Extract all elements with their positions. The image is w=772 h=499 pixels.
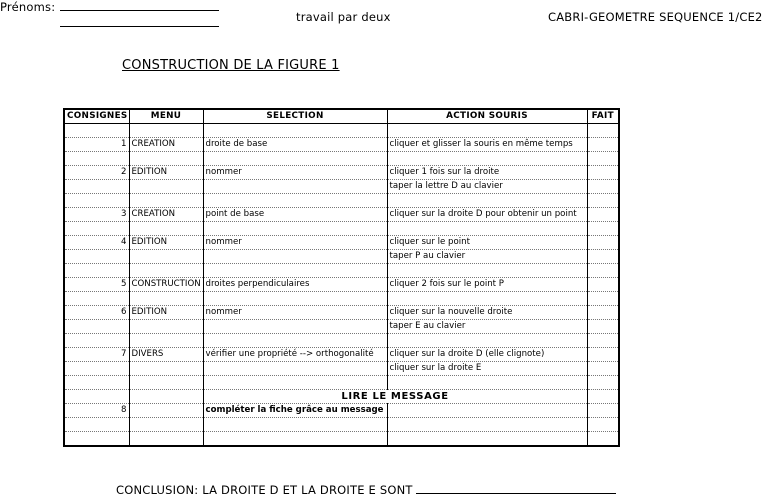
menu-cell: CREATION	[129, 138, 203, 152]
conclusion-answer-line	[416, 493, 616, 494]
selection-cell	[203, 292, 387, 306]
fait-cell	[587, 180, 619, 194]
menu-cell	[129, 250, 203, 264]
table-row	[64, 138, 619, 152]
action-cell: taper la lettre D au clavier	[387, 180, 587, 194]
consigne-number: 4	[64, 236, 129, 250]
menu-cell: DIVERS	[129, 348, 203, 362]
sequence-label: CABRI-GEOMETRE SEQUENCE 1/CE2	[548, 10, 763, 24]
fait-cell	[587, 432, 619, 447]
consigne-number: 1	[64, 138, 129, 152]
prenoms-line-1	[60, 10, 219, 11]
menu-cell	[129, 152, 203, 166]
selection-cell: nommer	[203, 166, 387, 180]
menu-cell	[129, 418, 203, 432]
action-cell	[387, 222, 587, 236]
action-cell: taper E au clavier	[387, 320, 587, 334]
table-row	[64, 292, 619, 306]
menu-cell: EDITION	[129, 166, 203, 180]
table-row	[64, 194, 619, 208]
menu-cell	[129, 390, 203, 404]
action-cell	[387, 418, 587, 432]
fait-cell	[587, 138, 619, 152]
fait-cell	[587, 250, 619, 264]
menu-cell	[129, 362, 203, 376]
menu-cell	[129, 334, 203, 348]
fait-cell	[587, 124, 619, 138]
consigne-number	[64, 292, 129, 306]
col-header-menu: MENU	[129, 109, 203, 124]
selection-cell: nommer	[203, 236, 387, 250]
menu-cell: EDITION	[129, 236, 203, 250]
action-cell	[387, 334, 587, 348]
selection-cell	[203, 180, 387, 194]
action-cell: cliquer sur la nouvelle droite	[387, 306, 587, 320]
fait-cell	[587, 348, 619, 362]
action-cell	[387, 404, 587, 418]
action-cell: cliquer et glisser la souris en même temps	[387, 138, 587, 152]
selection-cell: nommer	[203, 306, 387, 320]
message-row	[64, 390, 619, 404]
selection-cell	[203, 320, 387, 334]
selection-cell: droites perpendiculaires	[203, 278, 387, 292]
selection-cell	[203, 362, 387, 376]
selection-cell	[203, 334, 387, 348]
consigne-number	[64, 418, 129, 432]
fait-cell	[587, 320, 619, 334]
consigne-number	[64, 152, 129, 166]
col-header-fait: FAIT	[587, 109, 619, 124]
action-cell	[387, 152, 587, 166]
consigne-number	[64, 264, 129, 278]
table-row	[64, 320, 619, 334]
selection-cell	[203, 418, 387, 432]
table-row	[64, 222, 619, 236]
selection-cell	[203, 222, 387, 236]
menu-cell: CREATION	[129, 208, 203, 222]
action-cell: cliquer sur la droite E	[387, 362, 587, 376]
selection-cell	[203, 264, 387, 278]
selection-cell	[203, 250, 387, 264]
table-row	[64, 306, 619, 320]
selection-cell	[203, 152, 387, 166]
table-row	[64, 166, 619, 180]
fait-cell	[587, 264, 619, 278]
fait-cell	[587, 278, 619, 292]
action-cell	[387, 376, 587, 390]
consigne-number	[64, 124, 129, 138]
selection-cell	[203, 432, 387, 447]
prenoms-line-2	[60, 26, 219, 27]
consigne-number: 3	[64, 208, 129, 222]
menu-cell	[129, 292, 203, 306]
fait-cell	[587, 166, 619, 180]
consigne-number: 6	[64, 306, 129, 320]
col-header-selection: SELECTION	[203, 109, 387, 124]
read-message-label: LIRE LE MESSAGE	[203, 390, 587, 404]
work-mode: travail par deux	[296, 10, 391, 24]
menu-cell	[129, 124, 203, 138]
action-cell	[387, 292, 587, 306]
selection-cell: point de base	[203, 208, 387, 222]
table-row	[64, 334, 619, 348]
consigne-number	[64, 180, 129, 194]
table-row	[64, 362, 619, 376]
menu-cell: EDITION	[129, 306, 203, 320]
action-cell	[387, 124, 587, 138]
selection-cell	[203, 194, 387, 208]
consigne-number	[64, 432, 129, 447]
menu-cell: CONSTRUCTION	[129, 278, 203, 292]
consigne-number: 7	[64, 348, 129, 362]
fait-cell	[587, 222, 619, 236]
action-cell	[387, 264, 587, 278]
prenoms-label: Prénoms:	[0, 0, 56, 14]
consigne-number: 5	[64, 278, 129, 292]
menu-cell	[129, 376, 203, 390]
table-row	[64, 432, 619, 447]
table-row	[64, 264, 619, 278]
action-cell: cliquer 1 fois sur la droite	[387, 166, 587, 180]
table-row	[64, 180, 619, 194]
menu-cell	[129, 432, 203, 447]
fait-cell	[587, 390, 619, 404]
page-title: CONSTRUCTION DE LA FIGURE 1	[122, 58, 340, 73]
consigne-number: 2	[64, 166, 129, 180]
fait-cell	[587, 334, 619, 348]
selection-cell	[203, 376, 387, 390]
menu-cell	[129, 194, 203, 208]
selection-cell: compléter la fiche grâce au message	[203, 404, 387, 418]
fait-cell	[587, 404, 619, 418]
instructions-table	[63, 108, 620, 447]
action-cell: cliquer sur la droite D pour obtenir un point	[387, 208, 587, 222]
action-cell	[387, 194, 587, 208]
action-cell	[387, 432, 587, 447]
action-cell: cliquer sur le point	[387, 236, 587, 250]
action-cell: cliquer sur la droite D (elle clignote)	[387, 348, 587, 362]
consigne-number	[64, 376, 129, 390]
fait-cell	[587, 362, 619, 376]
action-cell: taper P au clavier	[387, 250, 587, 264]
fait-cell	[587, 208, 619, 222]
table-row	[64, 278, 619, 292]
fait-cell	[587, 306, 619, 320]
consigne-number	[64, 194, 129, 208]
selection-cell	[203, 124, 387, 138]
menu-cell	[129, 180, 203, 194]
selection-cell: droite de base	[203, 138, 387, 152]
consigne-number	[64, 334, 129, 348]
consigne-number	[64, 250, 129, 264]
selection-cell: vérifier une propriété --> orthogonalité	[203, 348, 387, 362]
table-row	[64, 236, 619, 250]
col-header-action: ACTION SOURIS	[387, 109, 587, 124]
table-row	[64, 404, 619, 418]
table-row	[64, 348, 619, 362]
fait-cell	[587, 152, 619, 166]
consigne-number	[64, 222, 129, 236]
table-row	[64, 208, 619, 222]
table-row	[64, 124, 619, 138]
conclusion-text: CONCLUSION: LA DROITE D ET LA DROITE E SONT	[116, 483, 413, 497]
fait-cell	[587, 236, 619, 250]
table-row	[64, 418, 619, 432]
consigne-number: 8	[64, 404, 129, 418]
menu-cell	[129, 264, 203, 278]
menu-cell	[129, 320, 203, 334]
col-header-consignes: CONSIGNES	[64, 109, 129, 124]
fait-cell	[587, 292, 619, 306]
consigne-number	[64, 362, 129, 376]
table-row	[64, 250, 619, 264]
table-row	[64, 152, 619, 166]
menu-cell	[129, 222, 203, 236]
menu-cell	[129, 404, 203, 418]
fait-cell	[587, 194, 619, 208]
table-header-row	[64, 109, 619, 124]
consigne-number	[64, 390, 129, 404]
fait-cell	[587, 418, 619, 432]
consigne-number	[64, 320, 129, 334]
table-row	[64, 376, 619, 390]
fait-cell	[587, 376, 619, 390]
action-cell: cliquer 2 fois sur le point P	[387, 278, 587, 292]
